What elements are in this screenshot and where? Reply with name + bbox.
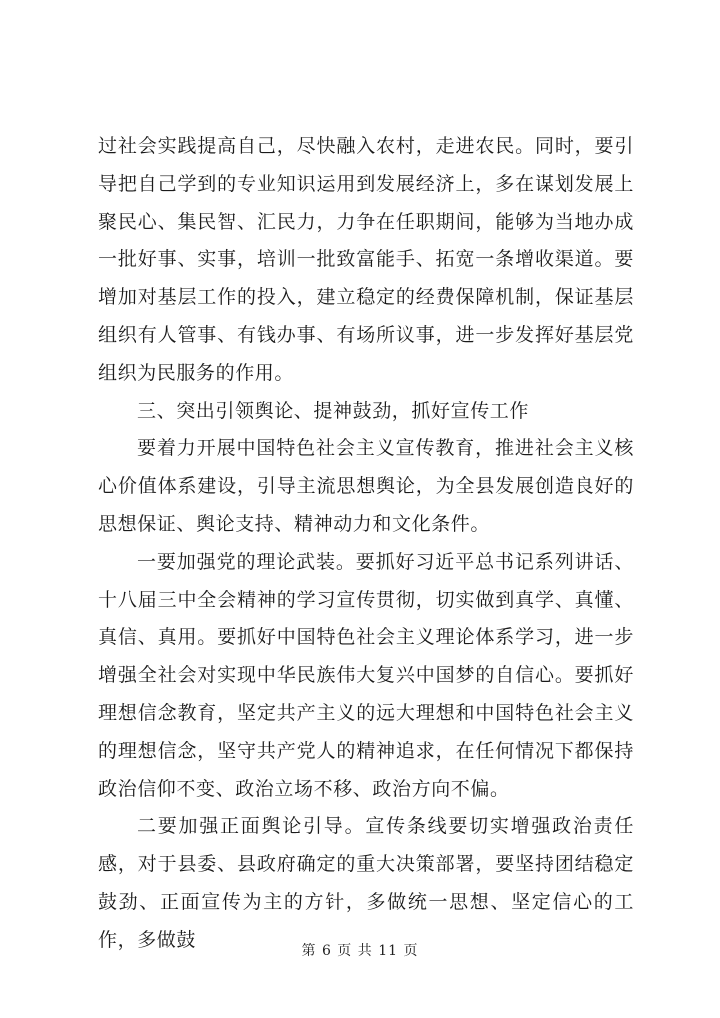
paragraph-point-one: 一要加强党的理论武装。要抓好习近平总书记系列讲话、十八届三中全会精神的学习宣传贯彻，切实做到真学、真懂、真信、真用。要抓好中国特色社会主义理论体系学习，进一步增强全社会对实现中华民族伟大复兴中国梦的自信心。要抓好理想信念教育，坚定共产主义的远大理想和中国特色社会主义的理想信念，坚守共产党人的精神追求，在任何情况下都保持政治信仰不变、政治立场不移、政治方向不偏。 (98, 550, 634, 800)
section-heading: 三、突出引领舆论、提神鼓劲，抓好宣传工作 (137, 399, 530, 422)
paragraph-continuation: 过社会实践提高自己，尽快融入农村，走进农民。同时，要引导把自己学到的专业知识运用到发展经济上，多在谋划发展上聚民心、集民智、汇民力，力争在任职期间，能够为当地办成一批好事、实事，培训一批致富能手、拓宽一条增收渠道。要增加对基层工作的投入，建立稳定的经费保障机制，保证基层组织有人管事、有钱办事、有场所议事，进一步发挥好基层党组织为民服务的作用。 (98, 135, 634, 384)
page-number-footer: 第 6 页 共 11 页 (301, 943, 419, 959)
paragraph-point-two: 二要加强正面舆论引导。宣传条线要切实增强政治责任感，对于县委、县政府确定的重大决策部署，要坚持团结稳定鼓劲、正面宣传为主的方针，多做统一思想、坚定信心的工作，多做鼓 (98, 815, 634, 951)
document-body (98, 128, 634, 960)
paragraph-intro: 要着力开展中国特色社会主义宣传教育，推进社会主义核心价值体系建设，引导主流思想舆论，为全县发展创造良好的思想保证、舆论支持、精神动力和文化条件。 (98, 437, 634, 535)
